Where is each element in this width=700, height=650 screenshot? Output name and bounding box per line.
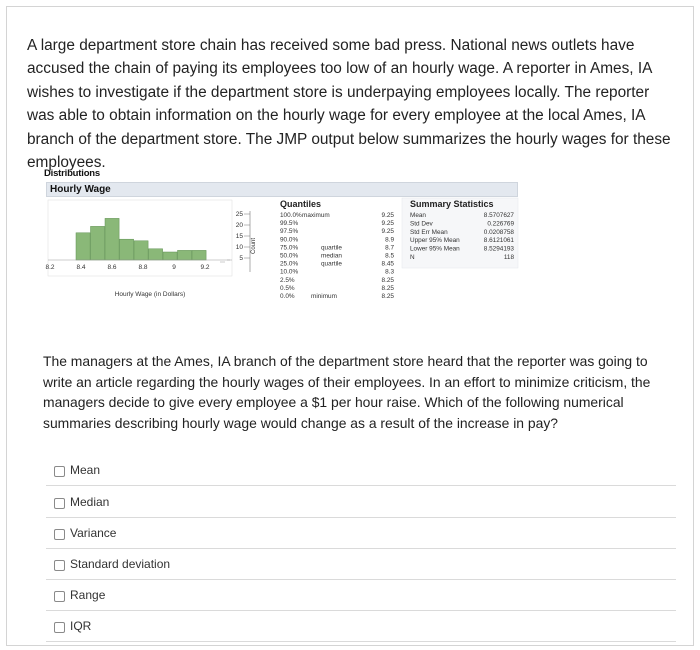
summary-value: 0.226769 <box>487 220 514 228</box>
quantile-percent: 75.0% <box>280 244 299 252</box>
option-label: IQR <box>70 619 92 633</box>
histogram-bar <box>120 239 134 260</box>
option-checkbox[interactable] <box>54 529 65 540</box>
histogram-bar <box>91 226 105 260</box>
quantile-percent: 100.0% <box>280 212 302 219</box>
summary-label: Upper 95% Mean <box>410 237 460 245</box>
answer-option[interactable] <box>46 581 676 611</box>
quantile-value: 8.25 <box>381 293 394 300</box>
quantile-label: quartile <box>321 244 342 252</box>
option-label: Mean <box>70 463 101 477</box>
jmp-output <box>40 166 526 300</box>
option-label: Range <box>70 588 106 602</box>
summary-label: Lower 95% Mean <box>410 245 460 253</box>
quantile-percent: 10.0% <box>280 268 299 276</box>
quantile-value: 8.5 <box>385 252 394 260</box>
histogram-bar <box>76 233 90 260</box>
summary-value: 8.5294193 <box>483 245 514 253</box>
summary-title: Summary Statistics <box>410 199 494 209</box>
intro-paragraph: A large department store chain has received some bad press. National news outlets have accused the chain of paying its employees too low of an hourly wage. A reporter in Ames, IA wishes to investigate if the department store is underpaying employees locally. The reporter was able to obtain information on the hourly wage for every employee at the local Ames, IA branch of the department store. The JMP output below summarizes the hourly wages for these employees. <box>27 37 671 172</box>
quantile-value: 9.25 <box>381 220 394 228</box>
summary-label: Std Err Mean <box>410 228 448 236</box>
quantile-percent: 50.0% <box>280 252 299 260</box>
count-tick-label: 10 <box>235 244 243 251</box>
quantile-percent: 0.0% <box>280 293 295 300</box>
histogram-bar <box>134 241 148 260</box>
x-tick-label: 8.6 <box>107 264 117 271</box>
option-checkbox[interactable] <box>54 498 65 509</box>
x-tick-label: 8.2 <box>45 264 55 271</box>
quantiles-title: Quantiles <box>280 199 322 209</box>
quantile-value: 8.25 <box>381 276 394 284</box>
option-checkbox[interactable] <box>54 466 65 477</box>
histogram-bar <box>149 249 163 260</box>
question-paragraph: The managers at the Ames, IA branch of the department store heard that the reporter was going to write an article regarding the hourly wages of their employees. In an effort to minimize criticism, the managers decide to give every employee a $1 per hour raise. Which of the following numerical summaries describing hourly wage would change as a result of the increase in pay? <box>43 353 651 431</box>
option-label: Standard deviation <box>70 557 171 571</box>
quantile-label: maximum <box>302 212 330 219</box>
option-checkbox[interactable] <box>54 560 65 571</box>
quantile-label: minimum <box>311 293 337 300</box>
distributions-heading: Distributions <box>44 168 100 179</box>
x-tick-label: 9 <box>172 264 176 271</box>
answer-option[interactable] <box>46 456 676 486</box>
count-tick-label: 5 <box>239 255 243 262</box>
quantile-percent: 97.5% <box>280 228 299 236</box>
jmp-histogram-panel <box>40 166 526 300</box>
quantile-percent: 90.0% <box>280 236 299 244</box>
x-tick-label: 8.4 <box>76 264 86 271</box>
histogram-bar <box>178 250 192 260</box>
summary-label: N <box>410 254 415 261</box>
quantile-value: 8.7 <box>385 244 394 252</box>
count-tick-label: 15 <box>235 233 243 240</box>
quantile-value: 9.25 <box>381 228 394 236</box>
option-checkbox[interactable] <box>54 591 65 602</box>
option-label: Median <box>70 495 110 509</box>
option-checkbox[interactable] <box>54 622 65 633</box>
x-tick-label: 8.8 <box>138 264 148 271</box>
summary-value: 118 <box>503 254 514 261</box>
quantile-percent: 0.5% <box>280 284 295 292</box>
answer-option[interactable] <box>46 612 676 642</box>
answer-option[interactable] <box>46 550 676 580</box>
quantile-value: 9.25 <box>381 212 394 219</box>
quantile-value: 8.3 <box>385 268 394 276</box>
quantile-value: 8.25 <box>381 284 394 292</box>
answer-option[interactable] <box>46 488 676 518</box>
quantile-label: median <box>321 252 342 260</box>
summary-value: 8.5707627 <box>483 212 514 219</box>
variable-title: Hourly Wage <box>50 184 111 195</box>
count-tick-label: 20 <box>235 222 243 229</box>
histogram-bar <box>163 252 177 260</box>
x-tick-label: 9.2 <box>200 264 210 271</box>
histogram-bar <box>105 218 119 260</box>
quantile-value: 8.45 <box>381 260 394 268</box>
x-axis-label: Hourly Wage (in Dollars) <box>114 291 186 298</box>
summary-label: Std Dev <box>410 220 433 228</box>
count-tick-label: 25 <box>235 211 243 218</box>
quantile-label: quartile <box>321 260 342 268</box>
option-label: Variance <box>70 526 117 540</box>
quantile-percent: 2.5% <box>280 276 295 284</box>
answer-option[interactable] <box>46 519 676 549</box>
quantile-value: 8.9 <box>385 236 394 244</box>
summary-value: 0.0208758 <box>483 228 514 236</box>
summary-value: 8.6121061 <box>483 237 514 245</box>
count-axis-label: Count <box>251 237 257 255</box>
histogram-bar <box>192 250 206 260</box>
quantile-percent: 25.0% <box>280 260 299 268</box>
summary-label: Mean <box>410 212 426 219</box>
quantile-percent: 99.5% <box>280 220 299 228</box>
